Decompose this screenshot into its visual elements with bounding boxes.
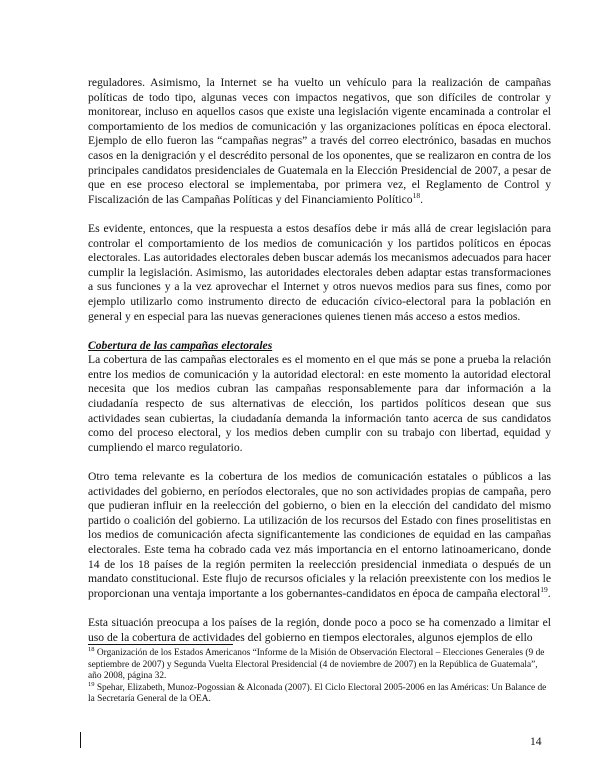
paragraph-4-text: Otro tema relevante es la cobertura de los medios de comunicación estatales o públicos a las actividades del gobierno, en períodos electorales, que no son actividades propias de campaña, pero que pudieran influir en la reelección del gobierno, o bien en la elección del candidato del mismo partido o coalición del gobierno. La utilización de los recursos del Estado con fines proselitistas en los medios de comunicación afecta significantemente las condiciones de equidad en las campañas electorales. Este tema ha cobrado cada vez más importancia en el entorno latinoamericano, donde 14 de los 18 países de la región permiten la reelección presidencial inmediata o después de un mandato constitucional. Este flujo de recursos oficiales y la relación preexistente con los medios le proporcionan una ventaja importante a los gobernantes-candidatos en época de campaña electoral [88,470,551,600]
page-number: 14 [530,735,542,748]
paragraph-4: Otro tema relevante es la cobertura de los medios de comunicación estatales o públicos a las actividades del gobierno, en períodos electorales, que no son actividades propias de campaña, pero que pudieran influir en la reelección del gobierno, o bien en la elección del candidato del mismo partido o coalición del gobierno. La utilización de los recursos del Estado con fines proselitistas en los medios de comunicación afecta significantemente las condiciones de equidad en las campañas electorales. Este tema ha cobrado cada vez más importancia en el entorno latinoamericano, donde 14 de los 18 países de la región permiten la reelección presidencial inmediata o después de un mandato constitucional. Este flujo de recursos oficiales y la relación preexistente con los medios le proporcionan una ventaja importante a los gobernantes-candidatos en época de campaña electoral$^{19}$. [88,470,551,600]
footnote-19 [88,680,553,706]
footnote-ref-18: 18 [412,190,421,200]
paragraph-2: Es evidente, entonces, que la respuesta a estos desafíos debe ir más allá de crear legislación para controlar el comportamiento de los medios de comunicación y los partidos políticos en épocas electorales. Las autoridades electorales deben buscar además los mecanismos adecuados para hacer cumplir la legislación. Asimismo, las autoridades electorales deben adaptar estas transformaciones a sus funciones y a la vez aprovechar el Internet y otros nuevos medios para sus fines, como por ejemplo utilizarlo como instrumento directo de educación cívico-electoral para la población en general y en especial para las nuevas generaciones quienes tienen más acceso a estos medios. [88,221,551,323]
footnote-mark: 19 [88,680,95,688]
footnotes [88,645,553,706]
paragraph-3: La cobertura de las campañas electorales es el momento en el que más se pone a prueba la relación entre los medios de comunicación y la autoridad electoral: en este momento la autoridad electoral necesita que los medios cubran las campañas responsablemente para dar información a la ciudadanía respecto de sus alternativas de elección, los partidos políticos desean que sus actividades sean cubiertas, la ciudadanía demanda la información tanto acerca de sus candidatos como del proceso electoral, y los medios deben cumplir con su trabajo con libertad, equidad y cumpliendo el marco regulatorio. [88,353,551,454]
section-heading: Cobertura de las campañas electorales [88,338,273,352]
paragraph-1-text: reguladores. Asimismo, la Internet se ha vuelto un vehículo para la realización de campañas políticas de todo tipo, algunas veces con impactos negativos, que son difíciles de controlar y monitorear, incluso en aquellos casos que existe una legislación vigente encaminada a controlar el comportamiento de los medios de comunicación y las organizaciones políticas en época electoral. Ejemplo de ello fueron las “campañas negras” a través del correo electrónico, basadas en muchos casos en la denigración y el descrédito personal de los oponentes, que se realizaron en contra de los principales candidatos presidenciales de Guatemala en la Elección Presidencial de 2007, a pesar de que en ese proceso electoral se implementaba, por primera vez, el Reglamento de Control y Fiscalización de las Campañas Políticas y del Financiamiento Político [88,76,551,206]
footnote-text: Spehar, Elizabeth, Munoz-Pogossian & Alconada (2007). El Ciclo Electoral 2005-2006 en las Américas: Un Balance de la Secretaría General de la OEA. [88,682,547,705]
paragraph-5: Esta situación preocupa a los países de la región, donde poco a poco se ha comenzado a limitar el uso de la cobertura de actividades del gobierno en tiempos electorales, algunos ejemplos de ello [88,615,551,644]
footnote-separator [88,644,233,645]
paragraph-1: reguladores. Asimismo, la Internet se ha vuelto un vehículo para la realización de campañas políticas de todo tipo, algunas veces con impactos negativos, que son difíciles de controlar y monitorear, incluso en aquellos casos que existe una legislación vigente encaminada a controlar el comportamiento de los medios de comunicación y las organizaciones políticas en época electoral. Ejemplo de ello fueron las “campañas negras” a través del correo electrónico, basadas en muchos casos en la denigración y el descrédito personal de los oponentes, que se realizaron en contra de los principales candidatos presidenciales de Guatemala en la Elección Presidencial de 2007, a pesar de que en ese proceso electoral se implementaba, por primera vez, el Reglamento de Control y Fiscalización de las Campañas Políticas y del Financiamiento Político$^{18}$. [88,76,551,206]
change-bar [80,732,81,748]
footnote-text: Organización de los Estados Americanos “Informe de la Misión de Observación Electoral – Elecciones Generales (9 de septiembre de 2007) y Segunda Vuelta Electoral Presidencial (4 de noviembre de 2007) en la República de Guatemala”, año 2008, página 32. [88,648,545,682]
body-text [88,76,551,645]
footnote-mark: 18 [88,645,95,653]
footnote-ref-19: 19 [540,584,548,594]
footnote-18 [88,645,553,683]
